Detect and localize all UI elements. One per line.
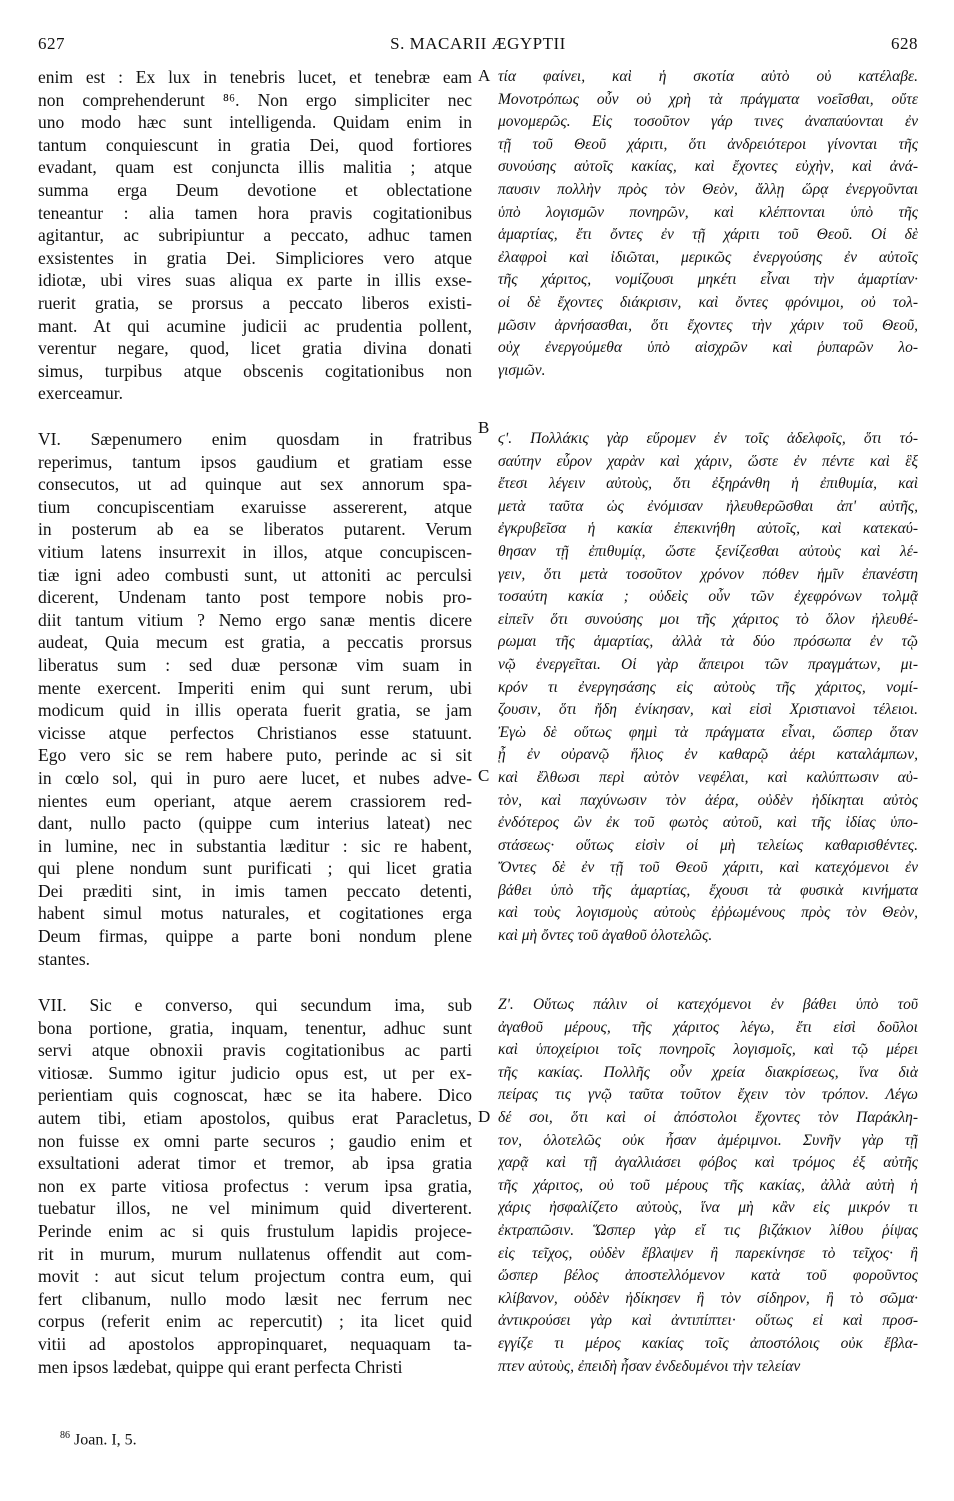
- text-line: καὶ ὑποχείριοι τοῖς πονηροῖς λογισμοῖς, καὶ τῷ μέρει: [498, 1041, 918, 1059]
- text-line: τία φαίνει, καὶ ἡ σκοτία αὐτὸ οὐ κατέλαβε.: [498, 68, 918, 85]
- margin-letter-a: A: [478, 66, 491, 85]
- latin-paragraph-1: [38, 66, 472, 405]
- text-line: οἱ δὲ ἔχοντες διάκρισιν, καὶ ὄντες φρόνιμοι, οὐ τολ-: [498, 293, 918, 311]
- text-line: mente exercent. Imperiti enim qui sunt rerum, ubi: [38, 677, 472, 698]
- text-line: τῆς κακίας. Πολλῆς οὖν χρεία διακρίσεως, ἵνα διὰ: [498, 1063, 918, 1081]
- text-line: γισμῶν.: [498, 361, 546, 379]
- text-line: εγγίζε τι μέρος κακίας τοῖς ἀποστόλοις οὐκ ἔβλα-: [498, 1334, 918, 1352]
- text-line: κρόν τι ἐνεργησάσης εἰς αὐτοὺς τῆς χάριτος, νομί-: [498, 678, 918, 696]
- text-line: exsistentes in gratia Dei. Simpliciores vero atque: [38, 247, 472, 268]
- text-line: ἐνδότερος ὢν ἐκ τοῦ φωτὸς αὐτοῦ, καὶ τῆς ἰδίας ὑπο-: [498, 814, 918, 832]
- text-line: μῶσιν ἀρνήσασθαι, ὅτι ἔχοντες τὴν χάριν τοῦ Θεοῦ,: [498, 316, 918, 334]
- text-line: νῷ ἐνεργεῖται. Οἱ γὰρ ἄπειροι τῶν πραγμάτων, μι-: [498, 655, 918, 673]
- text-line: idiotæ, ubi vires suas aliqua ex parte in illis exse-: [38, 270, 472, 291]
- page-number-left: 627: [38, 34, 65, 53]
- text-line: κλίβανον, οὐδὲν ἠδίκησεν ἢ τὸν σίδηρον, ἢ τὸ σῶμα·: [498, 1289, 918, 1307]
- text-line: diit tantum vitium ? Nemo ergo sanæ mentis dicere: [38, 609, 472, 630]
- text-line: qui plene nondum sunt purificati ; qui licet gratia: [38, 858, 472, 879]
- text-line: mant. At qui acumine judicii ac prudentia pollent,: [38, 315, 472, 336]
- text-line: dicerent, Undenam tanto post tempore nobis pro-: [38, 587, 472, 608]
- greek-paragraph-7: [498, 994, 918, 1378]
- footnote-number: 86: [60, 1430, 70, 1441]
- text-line: ρωμαι τῆς ἁμαρτίας, ἀλλὰ τὰ δύο πρόσωπα ἐν τῷ: [498, 633, 918, 651]
- text-line: consecutos, ut ad quinque aut sex annorum spa-: [38, 474, 472, 495]
- text-line: ᾖ ἐν οὐρανῷ ἥλιος ἐν καθαρῷ ἀέρι καταλάμπων,: [498, 746, 918, 764]
- text-line: τῇ τοῦ Θεοῦ χάριτι, ὅτι ἀνδρειότεροι γίνονται τῆς: [498, 135, 918, 153]
- text-line: ἔτεσι λέγειν αὐτοὺς, ὅτι ἐξηράνθη ἡ ἐπιθυμία, καὶ: [498, 475, 918, 493]
- margin-letter-d: D: [478, 1107, 491, 1126]
- text-line: tuebatur illos, ne vel minimum quid diverterent.: [38, 1198, 472, 1219]
- text-line: perientiam quis cognoscat, hæc se ita habere. Dico: [38, 1085, 472, 1106]
- text-line: reperimus, tantum ipsos gaudium et gratiam esse: [38, 451, 472, 472]
- footnote: [60, 1430, 137, 1449]
- text-line: βάθει ὑπὸ τῆς ἁμαρτίας, ἔχουσι τὰ φυσικὰ κινήματα: [498, 881, 918, 899]
- text-line: ruerit gratia, se prorsus a peccato liberos existi-: [38, 292, 472, 313]
- text-line: vicisse atque perfectos Christianos esse statuunt.: [38, 722, 472, 743]
- text-line: τον, ὁλοτελῶς οὐκ ἦσαν ἀμέριμνοι. Συνῆν γὰρ τῇ: [498, 1131, 918, 1149]
- text-line: teneantur : alia tamen hora pravis cogitationibus: [38, 202, 472, 223]
- running-header: [38, 34, 918, 60]
- text-line: in lumine, nec in substantia læditur : sic re habent,: [38, 835, 472, 856]
- text-line: τὸν, καὶ παχύνωσιν τὸν ἀέρα, οὐδὲν ἠδίκηται αὐτὸς: [498, 791, 918, 809]
- text-line: verentur negare, quod, licet gratia divina donati: [38, 338, 472, 359]
- text-line: σαύτην εὗρον χαρὰν καὶ χάριν, ὥστε ἐν πέντε καὶ ἓξ: [498, 452, 918, 470]
- text-line: θησαν τῇ ἐπιθυμίᾳ, ὥστε ξενίζεσθαι αὐτοὺς καὶ λέ-: [498, 542, 918, 560]
- text-line: χαρᾷ καὶ τῇ ἀγαλλιάσει φόβος καὶ τρόμος ἐξ αὐτῆς: [498, 1154, 918, 1172]
- text-line: μονομερῶς. Εἰς τοσοῦτον γάρ τινες ἀναπαύονται ἐν: [498, 113, 918, 131]
- greek-paragraph-1: [498, 66, 918, 382]
- text-line: autem tibi, etiam apostolos, quibus erat Paracletus,: [38, 1107, 472, 1128]
- text-line: Ego vero sic se rem habere puto, perinde ac si sit: [38, 745, 472, 766]
- latin-paragraph-7: [38, 994, 472, 1378]
- text-line: Deum firmas, quippe a parte boni nondum plene: [38, 926, 472, 947]
- text-line: habent simul motus naturales, et cogitationes erga: [38, 903, 472, 924]
- text-line: servi atque obnoxii pravis cogitationibus ac parti: [38, 1040, 472, 1061]
- text-line: men ipsos lædebat, quippe qui erant perfecta Christi: [38, 1356, 403, 1377]
- text-line: non ex parte vitiosa profectus : verum ipsa gratia,: [38, 1175, 472, 1196]
- text-line: πτεν αὐτοὺς, ἐπειδὴ ἦσαν ἐνδεδυμένοι τὴν τελείαν: [498, 1357, 801, 1375]
- text-line: ϛʹ. Πολλάκις γὰρ εὕρομεν ἐν τοῖς ἀδελφοῖς, ὅτι τό-: [498, 430, 918, 447]
- text-line: συνούσης αὐτοῖς κακίας, καὶ ἔχοντες εὐχὴν, καὶ ἀνά-: [498, 158, 918, 176]
- text-line: enim est : Ex lux in tenebris lucet, et tenebræ eam: [38, 67, 472, 87]
- text-line: εἰς τεῖχος, οὐδὲν ἔβλαψεν ἢ παρεκίνησε τὸ τεῖχος· ἢ: [498, 1244, 918, 1262]
- text-line: tiæ igni adeo combusti sunt, ut attoniti ac perculsi: [38, 564, 472, 585]
- text-line: vitium latens insurrexit in illos, atque concupiscen-: [38, 541, 472, 562]
- page-number-right: 628: [891, 34, 918, 53]
- text-line: ἐλαφροὶ καὶ ἰδιῶται, μερικῶς ἐνεργούσης ἐν αὐτοῖς: [498, 248, 918, 266]
- text-line: ἀντικρούσει γὰρ καὶ ἀντιπίπτει· οὕτως εἰ καὶ προσ-: [498, 1312, 918, 1330]
- text-line: γειν, ὅτι μετὰ τοσοῦτον χρόνον πόθεν ἡμῖν ἐπανέστη: [498, 565, 918, 583]
- text-line: ἁμαρτίας, ἔτι ὄντες ἐν τῇ χάριτι τοῦ Θεοῦ. Οἱ δὲ: [498, 226, 918, 244]
- text-line: rit in murum, murum nullatenus offendit aut com-: [38, 1243, 472, 1264]
- text-line: ὑπὸ λογισμῶν πονηρῶν, καὶ κλέπτονται ὑπὸ τῆς: [498, 203, 918, 221]
- text-line: modicum quid in illis operata fuerit gratia, se jam: [38, 700, 472, 721]
- text-line: Dei præditi sint, in imis tamen peccato detenti,: [38, 880, 472, 901]
- text-line: Perinde enim ac si quis frustulum lapidis projece-: [38, 1220, 472, 1241]
- text-line: Ἐγὼ δὲ οὕτως φημὶ τὰ πράγματα εἶναι, ὥσπερ ὅταν: [498, 723, 918, 741]
- text-line: movit : aut sicut telum projectum contra eum, qui: [38, 1266, 472, 1287]
- text-line: ὥσπερ βέλος ἀποστελλόμενον κατὰ τοῦ φοροῦντος: [498, 1267, 918, 1285]
- text-line: παυσιν πολλὴν πρὸς τὸν Θεὸν, ἄλλῃ ὥρᾳ ἐνεργοῦνται: [498, 180, 918, 198]
- text-line: τῆς χάριτος, οὐ τοῦ μέρους τῆς κακίας, ἀλλὰ αὐτὴ ἡ: [498, 1176, 918, 1194]
- text-line: summa erga Deum devotione et oblectatione: [38, 179, 472, 200]
- text-line: stantes.: [38, 948, 91, 969]
- footnote-text: Joan. I, 5.: [74, 1431, 137, 1449]
- text-line: VI. Sæpenumero enim quosdam in fratribus: [38, 429, 472, 449]
- running-title: S. MACARII ÆGYPTII: [390, 34, 566, 53]
- text-line: audeat, Quia mecum est gratia, a peccatis prorsus: [38, 632, 472, 653]
- text-line: exsultationi aderat timor et tremor, ab ipsa gratia: [38, 1153, 472, 1174]
- text-line: Ζʹ. Οὕτως πάλιν οἱ κατεχόμενοι ἐν βάθει ὑπὸ τοῦ: [498, 996, 918, 1013]
- text-line: fert clibanum, nullo modo læsit nec ferrum nec: [38, 1288, 472, 1309]
- text-line: καὶ μὴ ὄντες τοῦ ἀγαθοῦ ὁλοτελῶς.: [498, 927, 713, 945]
- text-line: uno modo hæc sunt intelligenda. Quidam enim in: [38, 112, 472, 133]
- text-line: τῆς χάριτος, νομίζουσι μηκέτι εἶναι τὴν ἁμαρτίαν·: [498, 271, 918, 289]
- text-line: liberatus sum : sed duæ personæ vim suam in: [38, 654, 472, 675]
- text-line: καὶ ἔλθωσι περὶ αὐτὸν νεφέλαι, καὶ καλύπτωσιν αὐ-: [498, 768, 918, 786]
- text-line: nientes eum operiant, atque aerem crassiorem red-: [38, 790, 472, 811]
- text-line: στάσεως· οὕτως εἰσὶν οἱ μὴ τελείως καθαρισθέντες.: [498, 836, 918, 854]
- text-line: exerceamur.: [38, 383, 124, 404]
- text-line: ἐκτραπῶσιν. Ὥσπερ γὰρ εἴ τις βιζάκιον λίθου ῥίψας: [498, 1221, 918, 1239]
- text-line: in cœlo sol, qui in puro aere lucet, et nubes adve-: [38, 767, 472, 788]
- text-line: non comprehenderunt ⁸⁶. Non ergo simpliciter nec: [38, 89, 472, 110]
- text-line: δέ σοι, ὅτι καὶ οἱ ἀπόστολοι ἔχοντες τὸν Παράκλη-: [498, 1108, 918, 1126]
- greek-paragraph-6: [498, 428, 918, 948]
- text-line: ζουσιν, ὅτι ἤδη ἐνίκησαν, καὶ εἰσὶ Χριστιανοὶ τέλειοι.: [498, 701, 918, 719]
- text-line: ἀγαθοῦ μέρους, τῆς χάριτος λέγω, ἔτι εἰσὶ δοῦλοι: [498, 1018, 918, 1036]
- margin-letter-c: C: [478, 766, 490, 785]
- margin-letter-b: B: [478, 418, 490, 437]
- text-line: καὶ τοὺς λογισμοὺς αὐτοὺς ἐῤῥωμένους πρὸς τὸν Θεὸν,: [498, 904, 918, 922]
- text-line: Μονοτρόπως οὖν οὐ χρὴ τὰ πράγματα νοεῖσθαι, οὔτε: [498, 90, 918, 108]
- text-line: πείρας τις γνῷ ταῦτα τοῦτον ἔχειν τὸν τρόπον. Λέγω: [498, 1086, 918, 1104]
- text-line: ἐγκρυβεῖσα ἡ κακία ἐπεκινήθη αὐτοῖς, καὶ κατεκαύ-: [498, 520, 918, 538]
- text-line: Ὄντες δὲ ἐν τῇ τοῦ Θεοῦ χάριτι, καὶ κατεχόμενοι ἐν: [498, 859, 918, 877]
- text-line: οὐχ ἐνεργούμεθα ὑπὸ αἰσχρῶν καὶ ῥυπαρῶν λο-: [498, 339, 918, 357]
- text-line: corpus (referit enim ac repercutit) ; ita licet quid: [38, 1311, 472, 1332]
- text-line: vitii ad apostolos appropinquaret, nequaquam ta-: [38, 1333, 472, 1354]
- latin-paragraph-6: [38, 428, 472, 970]
- text-line: VII. Sic e converso, qui secundum ima, sub: [38, 995, 472, 1015]
- text-line: evadant, quam est conjuncta illis malitia ; atque: [38, 157, 472, 178]
- text-line: τοσαύτη κακία ; οὐδεὶς οὖν τῶν ἐχεφρόνων τολμᾷ: [498, 588, 918, 606]
- text-line: tantum conquiescunt in gratia Dei, quod fortiores: [38, 134, 472, 155]
- text-line: non fuisse ex omni parte securos ; gaudio enim et: [38, 1130, 472, 1151]
- text-line: vitiosæ. Summo igitur judicio opus est, ut per ex-: [38, 1062, 472, 1083]
- text-line: agitantur, ac subripiuntur a peccato, adhuc tamen: [38, 225, 472, 246]
- text-line: bona portione, gratia, inquam, tenentur, adhuc sunt: [38, 1017, 472, 1038]
- text-line: in posterum ab ea se liberatos putarent. Verum: [38, 519, 472, 540]
- text-line: tium concupiscentiam exaruisse assererent, atque: [38, 496, 472, 517]
- text-line: simus, turpibus atque obscenis cogitationibus non: [38, 360, 472, 381]
- text-line: μετὰ ταῦτα ὡς ἐνόμισαν ἠλευθερῶσθαι ἀπ' αὐτῆς,: [498, 497, 918, 515]
- text-line: χάρις ἠσφαλίζετο αὐτοὺς, ἵνα μὴ κἂν εἰς μικρόν τι: [498, 1199, 918, 1217]
- text-line: εἰπεῖν ὅτι συνούσης μοι τῆς χάριτος τὸ ὅλον ἠλευθέ-: [498, 610, 918, 628]
- text-line: dant, nullo pacto (quippe cum interius lateat) nec: [38, 813, 472, 834]
